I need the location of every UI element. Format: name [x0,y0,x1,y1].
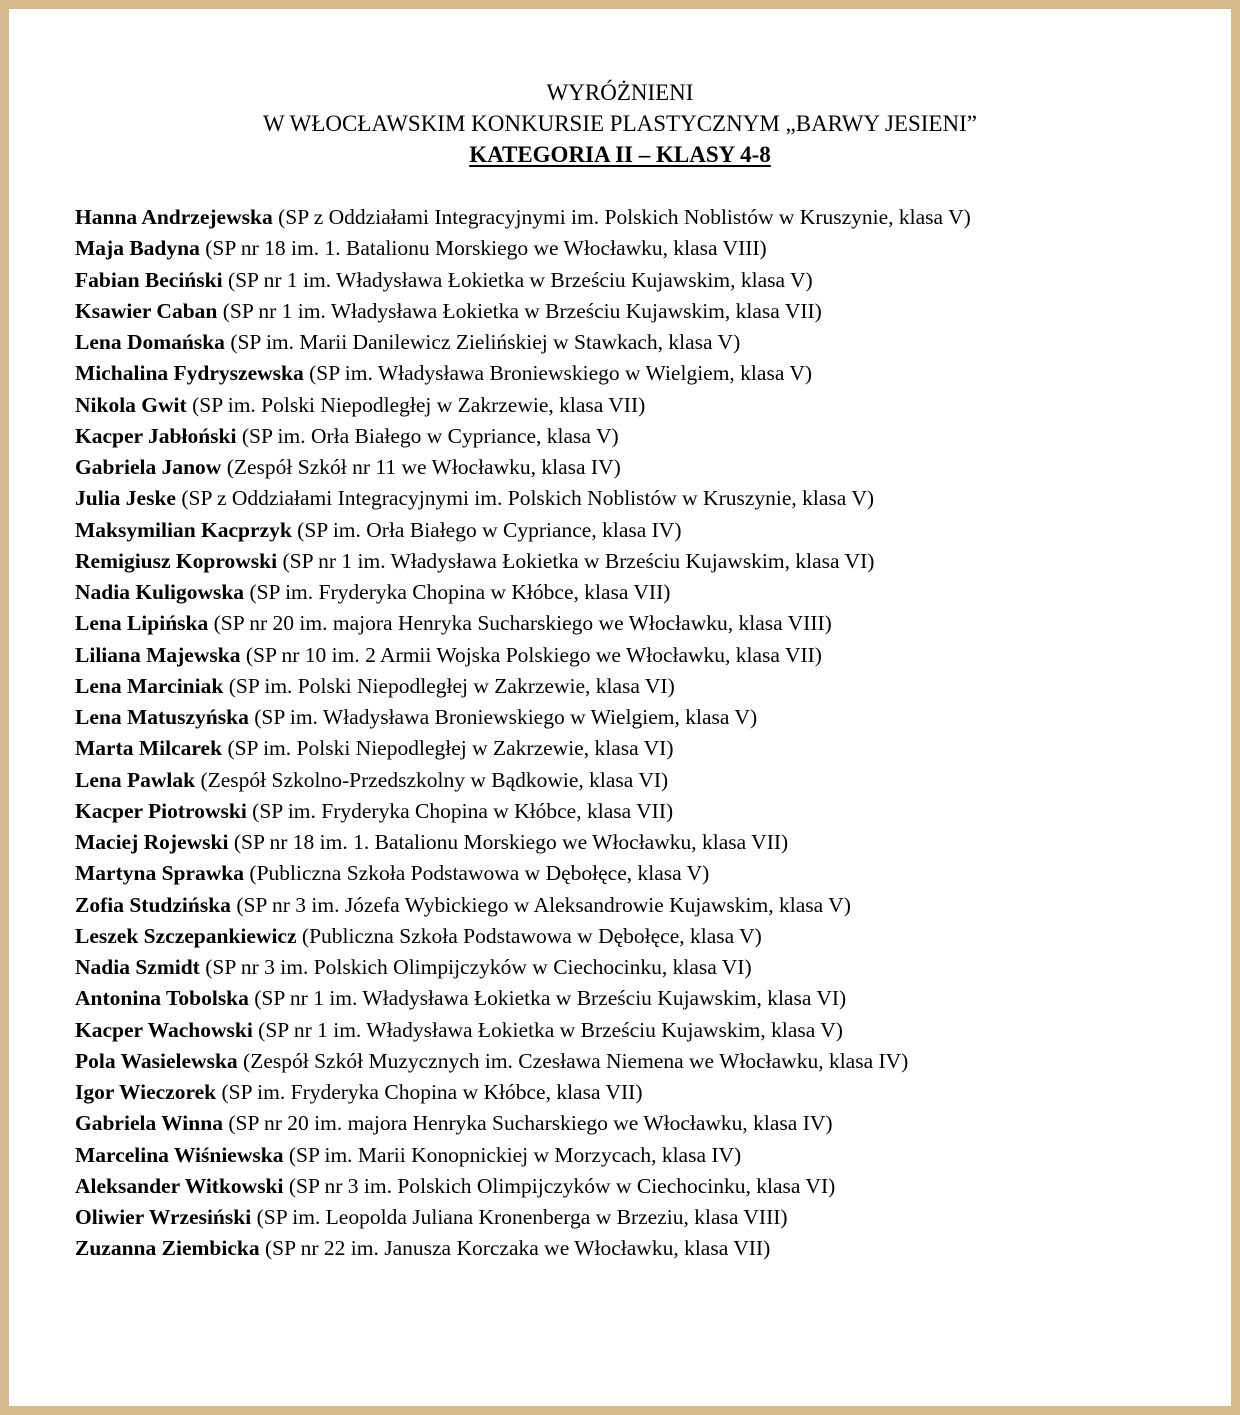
list-item [75,546,1195,577]
list-item [75,640,1195,671]
winner-name: Lena Lipińska [75,611,209,636]
winner-details: (SP im. Fryderyka Chopina w Kłóbce, klasa VII) [249,580,671,604]
winner-details: (SP z Oddziałami Integracyjnymi im. Polskich Noblistów w Kruszynie, klasa V) [278,205,971,229]
list-item [75,702,1195,733]
list-item [75,515,1195,546]
winner-name: Kacper Wachowski [75,1017,253,1042]
winner-details: (SP im. Polski Niepodległej w Zakrzewie, klasa VII) [192,392,646,417]
winner-details: (SP nr 3 im. Polskich Olimpijczyków w Ciechocinku, klasa VI) [288,1173,836,1198]
winner-details: (SP im. Marii Konopnickiej w Morzycach, klasa IV) [288,1142,742,1167]
winner-name: Lena Matuszyńska [75,705,249,729]
list-item [75,827,1195,858]
list-item [75,1140,1195,1171]
winner-name: Zuzanna Ziembicka [75,1236,260,1261]
list-item [75,608,1195,639]
winner-name: Nikola Gwit [75,392,187,417]
list-item [75,671,1195,702]
winner-details: (SP im. Marii Danilewicz Zielińskiej w Stawkach, klasa V) [230,330,741,354]
list-item [75,358,1195,389]
winner-details: (SP nr 10 im. 2 Armii Wojska Polskiego we Włocławku, klasa VII) [245,642,822,667]
list-item [75,858,1195,889]
header-title: WYRÓŻNIENI [546,80,694,105]
winner-details: (SP im. Polski Niepodległej w Zakrzewie, klasa VI) [228,673,675,698]
winner-name: Nadia Szmidt [75,955,200,979]
winners-list [75,202,1195,1265]
winner-name: Gabriela Janow [75,455,222,479]
winner-name: Marta Milcarek [75,736,223,761]
winner-name: Maja Badyna [75,236,200,261]
winner-details: (SP nr 1 im. Władysława Łokietka w Brześciu Kujawskim, klasa VI) [282,548,875,573]
winner-name: Kacper Piotrowski [75,798,247,823]
winner-details: (SP im. Fryderyka Chopina w Kłóbce, klasa VII) [221,1080,643,1104]
winner-details: (SP im. Polski Niepodległej w Zakrzewie, klasa VI) [227,736,674,761]
winner-name: Antonina Tobolska [75,986,249,1011]
list-item [75,1015,1195,1046]
winner-details: (SP nr 3 im. Józefa Wybickiego w Aleksandrowie Kujawskim, klasa V) [236,892,851,917]
list-item [75,577,1195,608]
list-item [75,452,1195,483]
winner-details: (SP nr 20 im. majora Henryka Sucharskiego we Włocławku, klasa VIII) [213,611,832,636]
winner-details: (SP im. Orła Białego w Cypriance, klasa V) [241,423,619,448]
winner-name: Ksawier Caban [75,298,218,323]
winner-details: (SP nr 1 im. Władysława Łokietka w Brześciu Kujawskim, klasa VII) [222,298,822,323]
list-item [75,921,1195,952]
list-item [75,983,1195,1014]
winner-name: Martyna Sprawka [75,861,245,886]
winner-details: (SP nr 18 im. 1. Batalionu Morskiego we Włocławku, klasa VIII) [205,236,767,261]
winner-name: Remigiusz Koprowski [75,548,278,573]
winner-details: (SP nr 22 im. Janusza Korczaka we Włocławku, klasa VII) [264,1236,771,1261]
winner-name: Igor Wieczorek [75,1080,217,1104]
winner-details: (SP nr 3 im. Polskich Olimpijczyków w Ciechocinku, klasa VI) [205,955,752,979]
header-subtitle: W WŁOCŁAWSKIM KONKURSIE PLASTYCZNYM „BARWY JESIENI” [263,111,977,136]
winner-name: Marcelina Wiśniewska [75,1142,284,1167]
winner-details: (SP im. Leopolda Juliana Kronenberga w Brzeziu, klasa VIII) [256,1205,788,1229]
winner-details: (Zespół Szkół nr 11 we Włocławku, klasa IV) [226,455,621,479]
winner-details: (Publiczna Szkoła Podstawowa w Dębołęce, klasa V) [301,923,762,948]
list-item [75,483,1195,514]
list-item [75,233,1195,264]
list-item [75,890,1195,921]
winner-name: Leszek Szczepankiewicz [75,923,297,948]
list-item [75,765,1195,796]
list-item [75,1077,1195,1108]
list-item [75,390,1195,421]
winner-details: (Zespół Szkolno-Przedszkolny w Bądkowie, klasa VI) [200,767,669,792]
winner-details: (SP nr 18 im. 1. Batalionu Morskiego we Włocławku, klasa VII) [233,830,789,854]
winner-details: (SP z Oddziałami Integracyjnymi im. Polskich Noblistów w Kruszynie, klasa V) [181,486,874,511]
list-item [75,296,1195,327]
list-item [75,202,1195,233]
list-item [75,1046,1195,1077]
document-header [0,77,1240,170]
winner-details: (SP im. Władysława Broniewskiego w Wielgiem, klasa V) [254,705,758,729]
list-item [75,327,1195,358]
winner-name: Maciej Rojewski [75,830,229,854]
winner-details: (SP im. Fryderyka Chopina w Kłóbce, klasa VII) [252,798,674,823]
winner-name: Hanna Andrzejewska [75,205,273,229]
list-item [75,265,1195,296]
winner-details: (SP im. Orła Białego w Cypriance, klasa IV) [297,517,682,542]
winner-name: Lena Pawlak [75,767,196,792]
winner-name: Pola Wasielewska [75,1048,238,1073]
winner-name: Zofia Studzińska [75,892,231,917]
winner-name: Maksymilian Kacprzyk [75,517,292,542]
list-item [75,952,1195,983]
winner-details: (Zespół Szkół Muzycznych im. Czesława Niemena we Włocławku, klasa IV) [243,1048,909,1073]
winner-details: (SP nr 1 im. Władysława Łokietka w Brześciu Kujawskim, klasa V) [258,1017,843,1042]
winner-name: Oliwier Wrzesiński [75,1205,252,1229]
winner-name: Aleksander Witkowski [75,1173,284,1198]
winner-name: Julia Jeske [75,486,176,511]
winner-name: Gabriela Winna [75,1111,223,1136]
winner-name: Kacper Jabłoński [75,423,237,448]
list-item [75,1202,1195,1233]
winner-name: Michalina Fydryszewska [75,361,304,386]
winner-details: (Publiczna Szkoła Podstawowa w Dębołęce, klasa V) [249,861,710,886]
winner-name: Fabian Beciński [75,267,223,292]
list-item [75,1108,1195,1139]
list-item [75,421,1195,452]
winner-details: (SP nr 1 im. Władysława Łokietka w Brześciu Kujawskim, klasa VI) [254,986,847,1011]
list-item [75,1171,1195,1202]
winner-details: (SP im. Władysława Broniewskiego w Wielgiem, klasa V) [309,361,813,386]
winner-details: (SP nr 1 im. Władysława Łokietka w Brześciu Kujawskim, klasa V) [227,267,813,292]
winner-name: Liliana Majewska [75,642,241,667]
winner-name: Lena Domańska [75,330,225,354]
list-item [75,733,1195,764]
winner-details: (SP nr 20 im. majora Henryka Sucharskiego we Włocławku, klasa IV) [228,1111,833,1136]
list-item [75,1233,1195,1264]
header-category: KATEGORIA II – KLASY 4-8 [469,142,771,167]
winner-name: Nadia Kuligowska [75,580,245,604]
list-item [75,796,1195,827]
winner-name: Lena Marciniak [75,673,224,698]
